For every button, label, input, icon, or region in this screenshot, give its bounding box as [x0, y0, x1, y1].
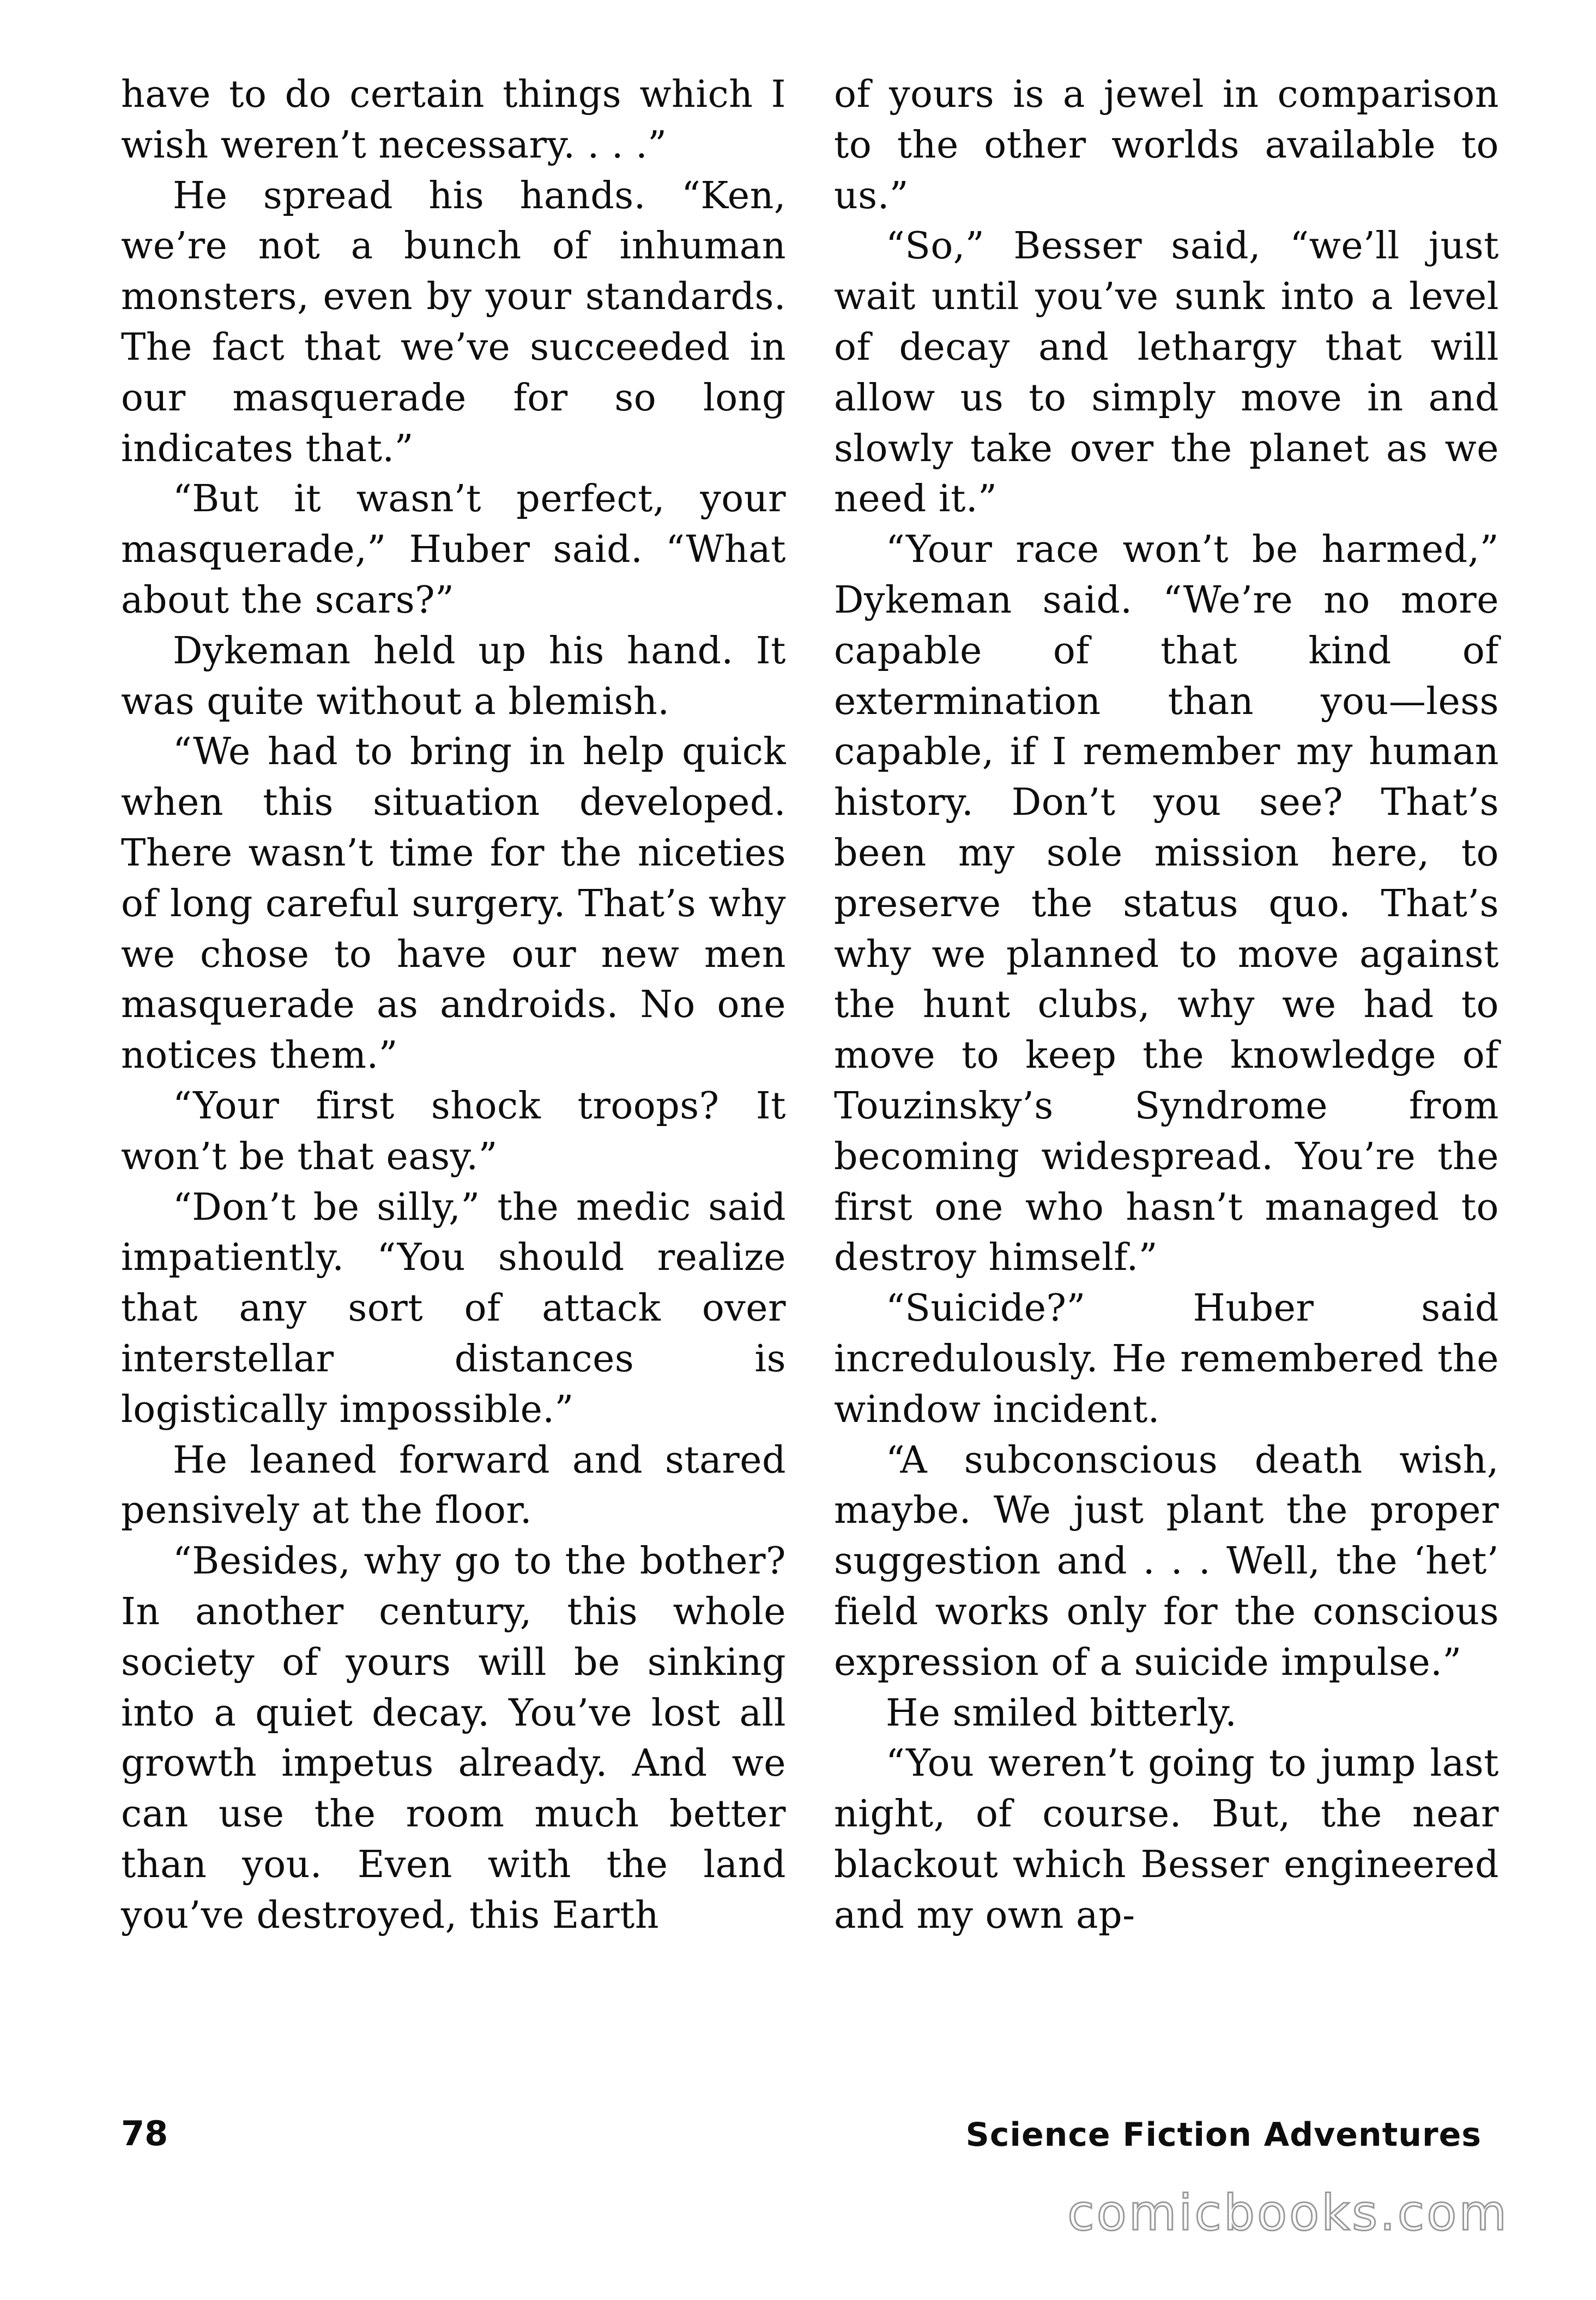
- paragraph: “You weren’t going to jump last night, of course. But, the near blackout which Besser engineered and my own ap-: [834, 1742, 1499, 1937]
- paragraph: of yours is a jewel in comparison to the other worlds available to us.”: [834, 73, 1499, 217]
- paragraph: Dykeman held up his hand. It was quite without a blemish.: [121, 629, 786, 723]
- paragraph: He leaned forward and stared pensively at the floor.: [121, 1438, 786, 1533]
- paragraph: “Your first shock troops? It won’t be that easy.”: [121, 1084, 786, 1178]
- paragraph: “Besides, why go to the bother? In another century, this whole society of yours will be sinking into a quiet decay. You’ve lost all growth impetus already. And we can use the room much better than you. Even with the land you’ve destroyed, this Earth: [121, 1540, 786, 1937]
- paragraph: “A subconscious death wish, maybe. We just plant the proper suggestion and . . . Well, the ‘het’ field works only for the conscious expression of a suicide impulse.”: [834, 1438, 1499, 1684]
- page-number: 78: [121, 2114, 168, 2153]
- paragraph: “Don’t be silly,” the medic said impatiently. “You should realize that any sort of attack over interstellar distances is logistically impossible.”: [121, 1185, 786, 1431]
- paragraph: “Suicide?” Huber said incredulously. He remembered the window incident.: [834, 1287, 1499, 1431]
- right-column: [834, 70, 1499, 1941]
- paragraph: “So,” Besser said, “we’ll just wait until you’ve sunk into a level of decay and lethargy that will allow us to simply move in and slowly take over the planet as we need it.”: [834, 225, 1499, 521]
- magazine-title: Science Fiction Adventures: [965, 2116, 1482, 2154]
- paragraph: “Your race won’t be harmed,” Dykeman said. “We’re no more capable of that kind of extermination than you—less capable, if I remember my human history. Don’t you see? That’s been my sole mission here, to preserve the status quo. That’s why we planned to move against the hunt clubs, why we had to move to keep the knowledge of Touzinsky’s Syndrome from becoming widespread. You’re the first one who hasn’t managed to destroy himself.”: [834, 528, 1499, 1280]
- watermark: comicbooks.com: [1067, 2184, 1509, 2242]
- paragraph: He spread his hands. “Ken, we’re not a bunch of inhuman monsters, even by your standards. The fact that we’ve succeeded in our masquerade for so long indicates that.”: [121, 174, 786, 470]
- paragraph: have to do certain things which I wish weren’t necessary. . . .”: [121, 73, 786, 167]
- paragraph: “We had to bring in help quick when this situation developed. There wasn’t time for the niceties of long careful surgery. That’s why we chose to have our new men masquerade as androids. No one notices them.”: [121, 730, 786, 1078]
- left-column: [121, 70, 786, 1941]
- paragraph: “But it wasn’t perfect, your masquerade,” Huber said. “What about the scars?”: [121, 477, 786, 622]
- paragraph: He smiled bitterly.: [886, 1691, 1237, 1735]
